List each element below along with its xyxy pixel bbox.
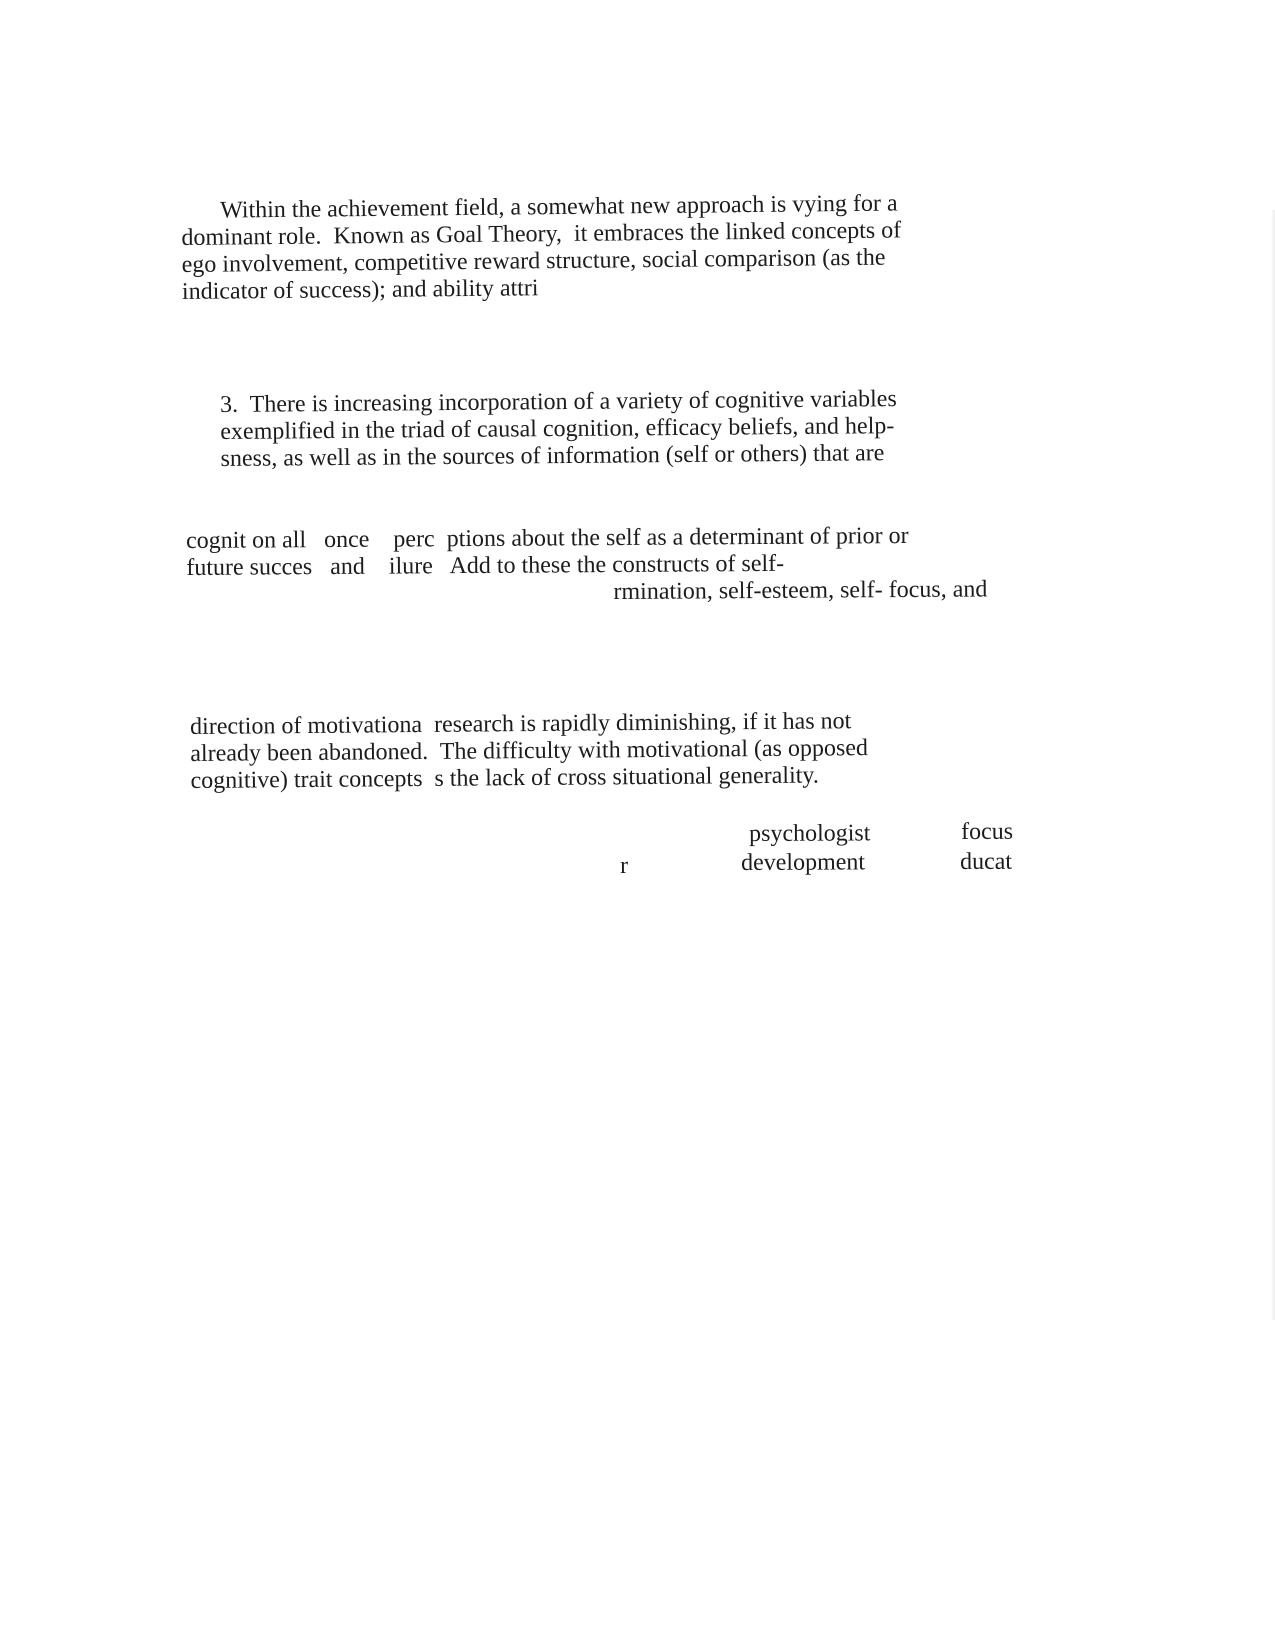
paragraph-line: Within the achievement field, a somewhat new approach is vying for a <box>219 190 898 224</box>
paragraph-line: already been abandoned. The difficulty with motivational (as opposed <box>190 735 869 767</box>
paragraph-line: sness, as well as in the sources of information (self or others) that are <box>220 440 885 472</box>
paragraph-line: cognit on all once perc ptions about the self as a determinant of prior or <box>186 522 909 554</box>
paragraph-goal-theory <box>181 190 902 306</box>
paragraph-line: exemplified in the triad of causal cognition, efficacy beliefs, and help- <box>220 413 895 445</box>
paragraph-line: cognitive) trait concepts s the lack of cross situational generality. <box>190 762 819 794</box>
fragment-focus: focus <box>961 818 1014 845</box>
fragment-psychologist: psychologist <box>749 820 871 847</box>
paragraph-trait-concepts <box>190 708 868 795</box>
fragment-ducat: ducat <box>960 848 1013 875</box>
paragraph-line: 3. There is increasing incorporation of a variety of cognitive variables <box>220 386 897 418</box>
fragment-r: r <box>620 852 629 879</box>
paragraph-line: ego involvement, competitive reward structure, social comparison (as the <box>181 244 886 278</box>
paragraph-line: rmination, self-esteem, self- focus, and <box>613 576 988 606</box>
paragraph-line: future succes and ilure Add to these the constructs of self- <box>186 550 785 581</box>
fragment-development: development <box>741 849 866 876</box>
paragraph-line: direction of motivationa research is rapidly diminishing, if it has not <box>190 708 852 740</box>
paragraph-numbered-3 <box>220 386 897 473</box>
paragraph-line: indicator of success); and ability attri <box>181 275 539 305</box>
scan-edge-shadow <box>1271 210 1275 1320</box>
paragraph-self-perceptions <box>186 522 987 609</box>
paragraph-line: dominant role. Known as Goal Theory, it embraces the linked concepts of <box>181 217 902 251</box>
